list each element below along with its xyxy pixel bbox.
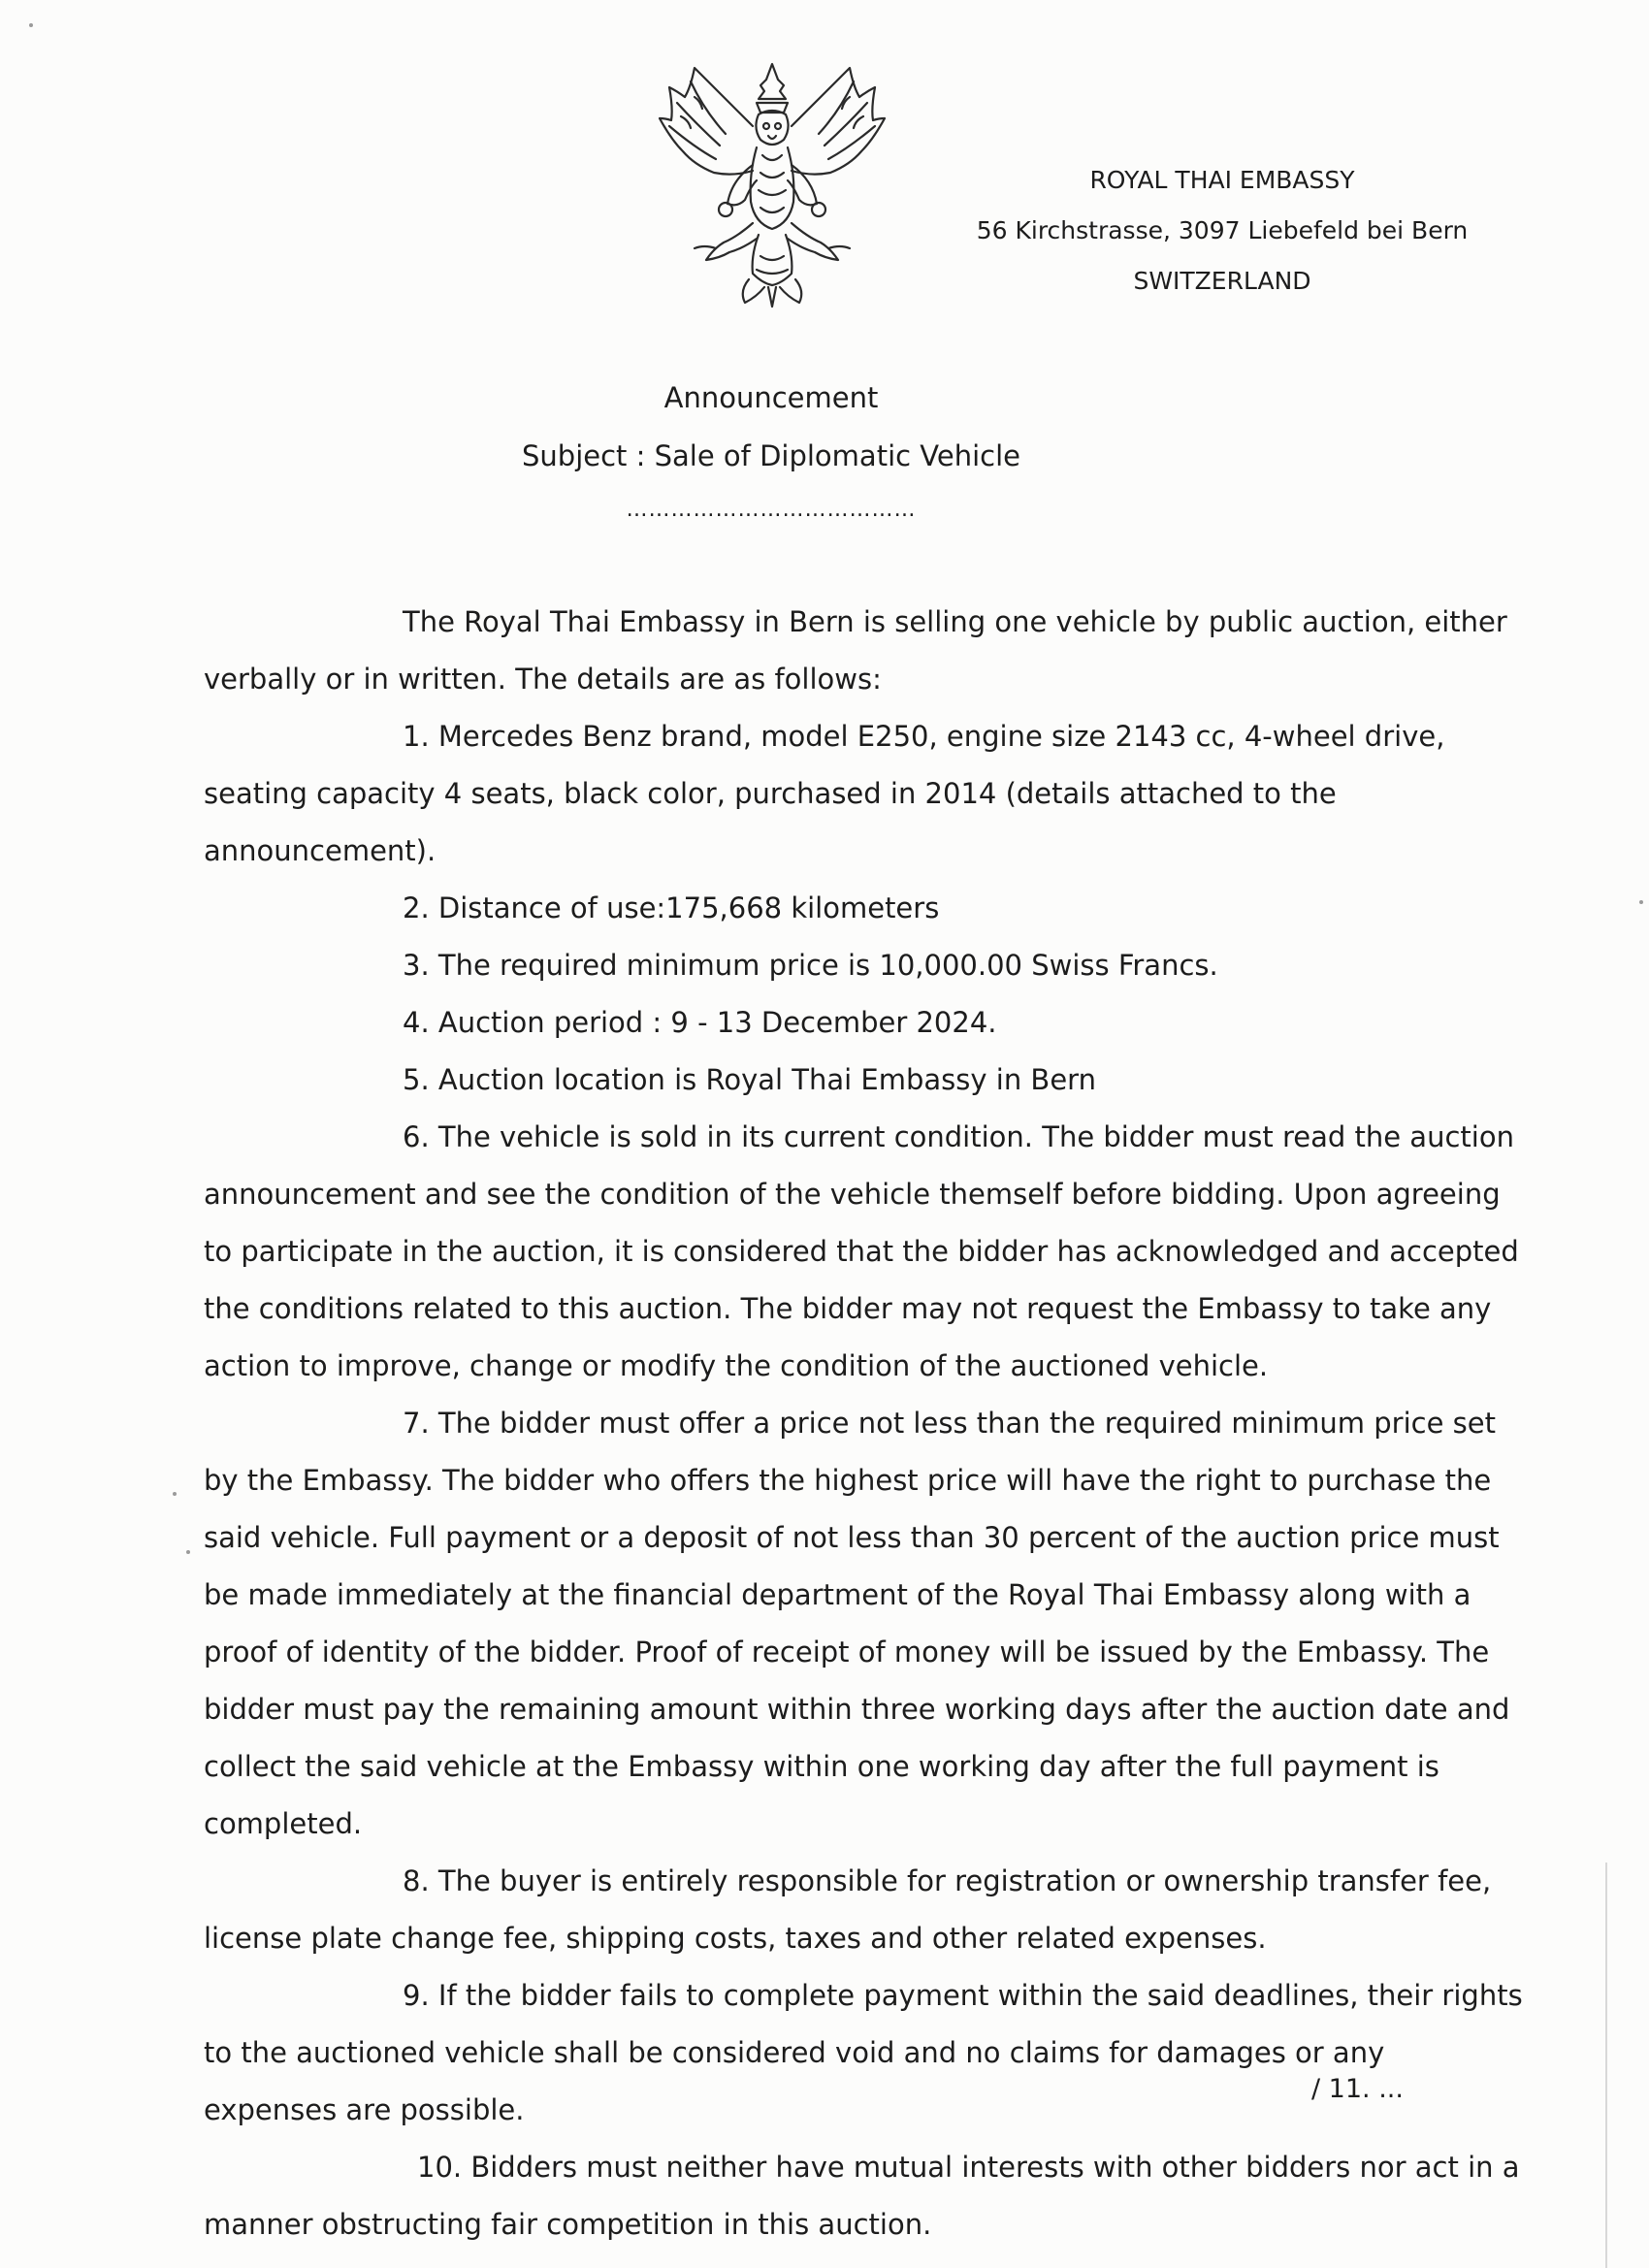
item-4: 4. Auction period : 9 - 13 December 2024. (403, 1006, 997, 1039)
item-5: 5. Auction location is Royal Thai Embassy in Bern (403, 1063, 1096, 1096)
announcement-title: Announcement (663, 381, 879, 414)
scan-speck (173, 1492, 177, 1496)
embassy-name: ROYAL THAI EMBASSY (1089, 166, 1355, 194)
continuation-marker: / 11. ... (1311, 2074, 1404, 2104)
item-3: 3. The required minimum price is 10,000.00 Swiss Francs. (403, 949, 1218, 982)
scan-speck (1639, 900, 1643, 904)
embassy-country: SWITZERLAND (1133, 267, 1311, 295)
scan-speck (29, 23, 33, 27)
item-2: 2. Distance of use:175,668 kilometers (403, 891, 940, 924)
dotted-separator: ………………………………… (626, 498, 917, 522)
garuda-emblem-icon (656, 58, 889, 310)
page-edge-shadow (1605, 1863, 1607, 2268)
embassy-letterhead (970, 155, 1474, 307)
intro-paragraph: The Royal Thai Embassy in Bern is selling one vehicle by public auction, either verbally or in written. The details are as follows: (204, 605, 1507, 696)
item-10: 10. Bidders must neither have mutual interests with other bidders nor act in a manner obstructing fair competition in this auction. (204, 2151, 1520, 2241)
item-8: 8. The buyer is entirely responsible for registration or ownership transfer fee, license plate change fee, shipping costs, taxes and other related expenses. (204, 1864, 1492, 1955)
announcement-subject: Subject : Sale of Diplomatic Vehicle (522, 439, 1020, 472)
announcement-heading (436, 369, 1106, 530)
embassy-address: 56 Kirchstrasse, 3097 Liebefeld bei Bern (976, 216, 1469, 244)
item-9: 9. If the bidder fails to complete payment within the said deadlines, their rights to the auctioned vehicle shall be considered void and no claims for damages or any expenses are possible. (204, 1979, 1523, 2126)
announcement-body (204, 594, 1523, 2253)
item-7: 7. The bidder must offer a price not less than the required minimum price set by the Embassy. The bidder who offers the highest price will have the right to purchase the said vehicle. Full payment or a deposit of not less than 30 percent of the auction price must be made immediately at the financial department of the Royal Thai Embassy along with a proof of identity of the bidder. Proof of receipt of money will be issued by the Embassy. The bidder must pay the remaining amount within three working days after the auction date and collect the said vehicle at the Embassy within one working day after the full payment is completed. (204, 1407, 1510, 1840)
item-1: 1. Mercedes Benz brand, model E250, engine size 2143 cc, 4-wheel drive, seating capacity 4 seats, black color, purchased in 2014 (details attached to the announcement). (204, 720, 1445, 867)
scan-speck (186, 1550, 190, 1554)
item-6: 6. The vehicle is sold in its current condition. The bidder must read the auction announcement and see the condition of the vehicle themself before bidding. Upon agreeing to participate in the auction, it is considered that the bidder has acknowledged and accepted the conditions related to this auction. The bidder may not request the Embassy to take any action to improve, change or modify the condition of the auctioned vehicle. (204, 1120, 1519, 1382)
